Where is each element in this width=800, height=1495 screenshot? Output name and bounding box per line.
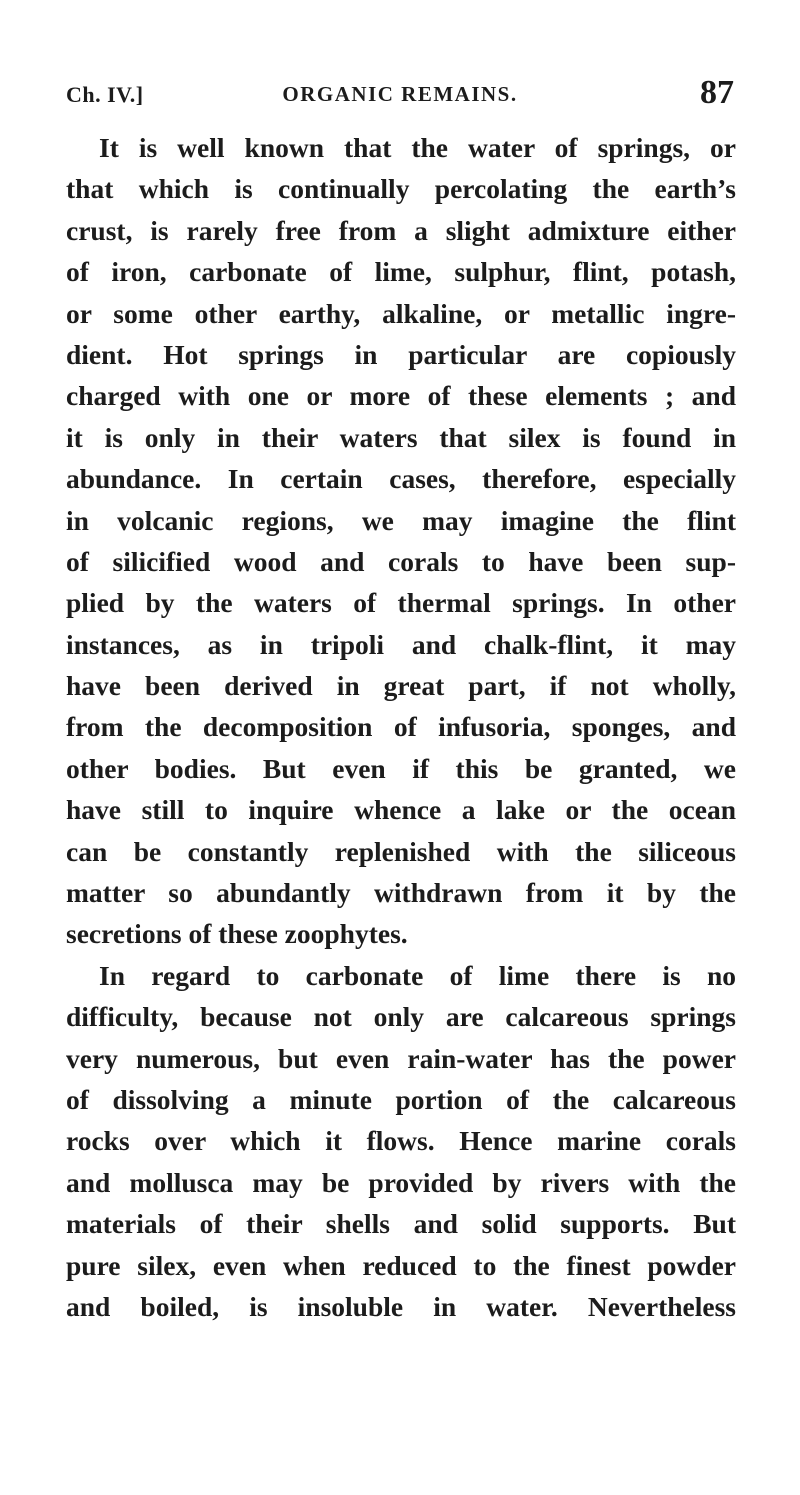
text-line: of silicified wood and corals to have been sup- bbox=[66, 545, 736, 577]
text-line: pure silex, even when reduced to the finest powder bbox=[66, 1249, 736, 1281]
text-line: of dissolving a minute portion of the calcareous bbox=[66, 1083, 736, 1115]
text-line: that which is continually percolating the earth’s bbox=[66, 173, 736, 205]
text-line: difficulty, because not only are calcareous springs bbox=[66, 1001, 736, 1033]
text-line: rocks over which it flows. Hence marine corals bbox=[66, 1125, 736, 1157]
text-line: It is well known that the water of springs, or bbox=[99, 132, 736, 163]
page-number: 87 bbox=[700, 74, 734, 111]
running-head bbox=[66, 74, 734, 118]
running-title: ORGANIC REMAINS. bbox=[282, 82, 518, 106]
text-line: from the decomposition of infusoria, sponges, and bbox=[66, 711, 736, 743]
text-line: of iron, carbonate of lime, sulphur, flint, potash, bbox=[66, 256, 736, 288]
text-line: matter so abundantly withdrawn from it by the bbox=[66, 877, 736, 909]
text-line: have still to inquire whence a lake or the ocean bbox=[66, 794, 736, 826]
text-line: and mollusca may be provided by rivers with the bbox=[66, 1166, 736, 1198]
text-line: In regard to carbonate of lime there is no bbox=[99, 959, 736, 991]
text-line: very numerous, but even rain-water has the power bbox=[66, 1042, 736, 1074]
text-line: secretions of these zoophytes. bbox=[66, 918, 408, 950]
text-line: in volcanic regions, we may imagine the flint bbox=[66, 504, 736, 536]
text-line: or some other earthy, alkaline, or metallic ingre- bbox=[66, 297, 736, 329]
chapter-reference: Ch. IV.] bbox=[66, 82, 144, 107]
text-line: plied by the waters of thermal springs. In other bbox=[66, 587, 736, 619]
text-line: crust, is rarely free from a slight admixture either bbox=[66, 214, 736, 246]
body-text bbox=[66, 127, 736, 1327]
text-line: abundance. In certain cases, therefore, especially bbox=[66, 463, 736, 495]
text-line: dient. Hot springs in particular are copiously bbox=[66, 338, 736, 370]
text-line: have been derived in great part, if not wholly, bbox=[66, 670, 736, 702]
text-line: other bodies. But even if this be granted, we bbox=[66, 752, 736, 784]
text-line: materials of their shells and solid supports. But bbox=[66, 1208, 736, 1240]
text-line: can be constantly replenished with the siliceous bbox=[66, 835, 736, 867]
text-line: instances, as in tripoli and chalk-flint, it may bbox=[66, 628, 736, 660]
text-line: and boiled, is insoluble in water. Nevertheless bbox=[66, 1290, 736, 1322]
text-line: it is only in their waters that silex is found in bbox=[66, 421, 736, 453]
text-line: charged with one or more of these elements ; and bbox=[66, 380, 736, 412]
